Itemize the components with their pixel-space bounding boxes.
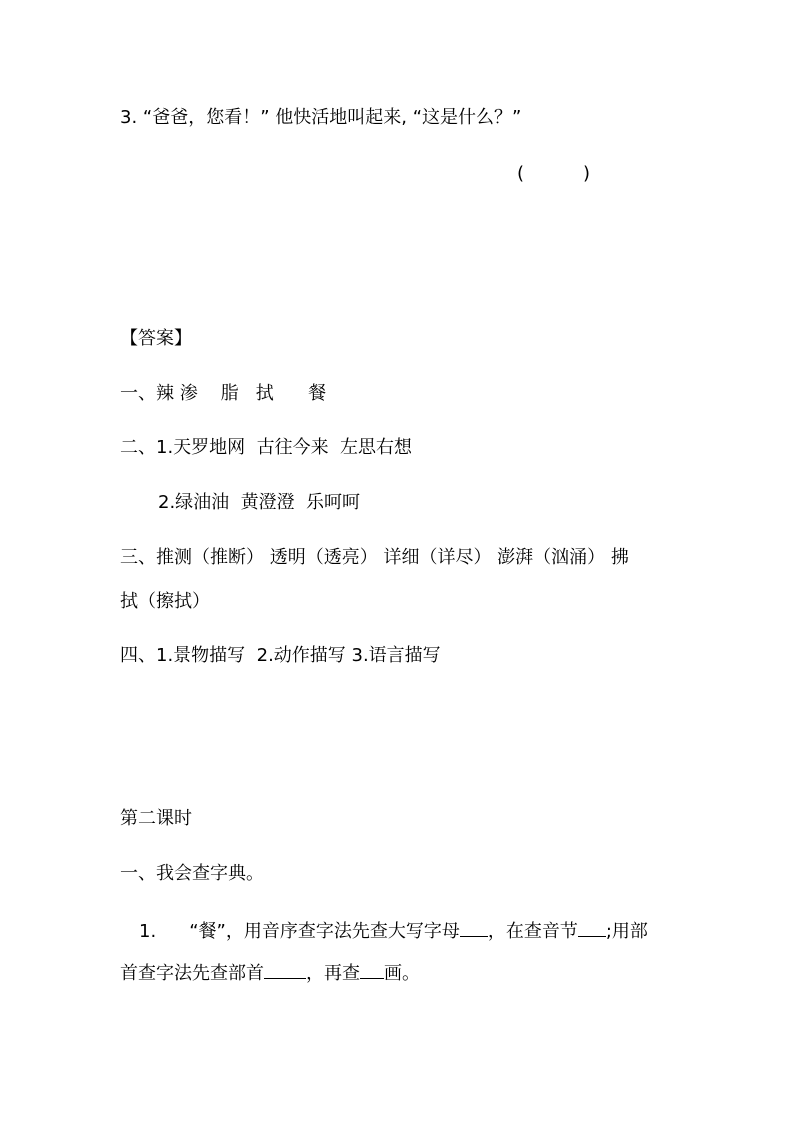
answer-line-3a: 三、推测（推断） 透明（透亮） 详细（详尽） 澎湃（汹涌） 拂: [120, 547, 629, 568]
lesson-title: 第二课时: [120, 808, 192, 829]
question-1-text-d: 首查字法先查部首: [120, 963, 264, 984]
letter-blank[interactable]: [460, 918, 488, 937]
answer-paren-open: (: [517, 163, 525, 184]
question-1-line-2: [120, 960, 420, 986]
question-1-text-e: ，再查: [306, 963, 360, 984]
question-1-text-f: 画。: [384, 963, 420, 984]
answer-line-2b: 2.绿油油 黄澄澄 乐呵呵: [158, 492, 361, 513]
answer-line-4: 四、1.景物描写 2.动作描写 3.语言描写: [120, 645, 441, 666]
question-1-text-a: “餐”，用音序查字法先查大写字母: [189, 921, 460, 942]
stroke-count-blank[interactable]: [360, 960, 384, 979]
section-1-heading: 一、我会查字典。: [120, 863, 264, 884]
radical-blank[interactable]: [264, 960, 306, 979]
question-1-text-b: ，在查音节: [487, 921, 578, 942]
syllable-blank[interactable]: [578, 918, 606, 937]
question-1-line-1: [139, 918, 648, 944]
answer-line-1: 一、辣 渗 脂 拭 餐: [120, 383, 327, 404]
question-1-number: 1.: [139, 921, 157, 942]
answer-line-3b: 拭（擦拭）: [120, 591, 210, 612]
answer-paren-close: ): [583, 163, 591, 184]
answer-heading: 【答案】: [120, 328, 192, 349]
question-3: 3. “爸爸，您看！” 他快活地叫起来, “这是什么？”: [120, 107, 522, 128]
question-1-text-c: ;用部: [605, 921, 648, 942]
answer-line-2a: 二、1.天罗地网 古往今来 左思右想: [120, 437, 413, 458]
